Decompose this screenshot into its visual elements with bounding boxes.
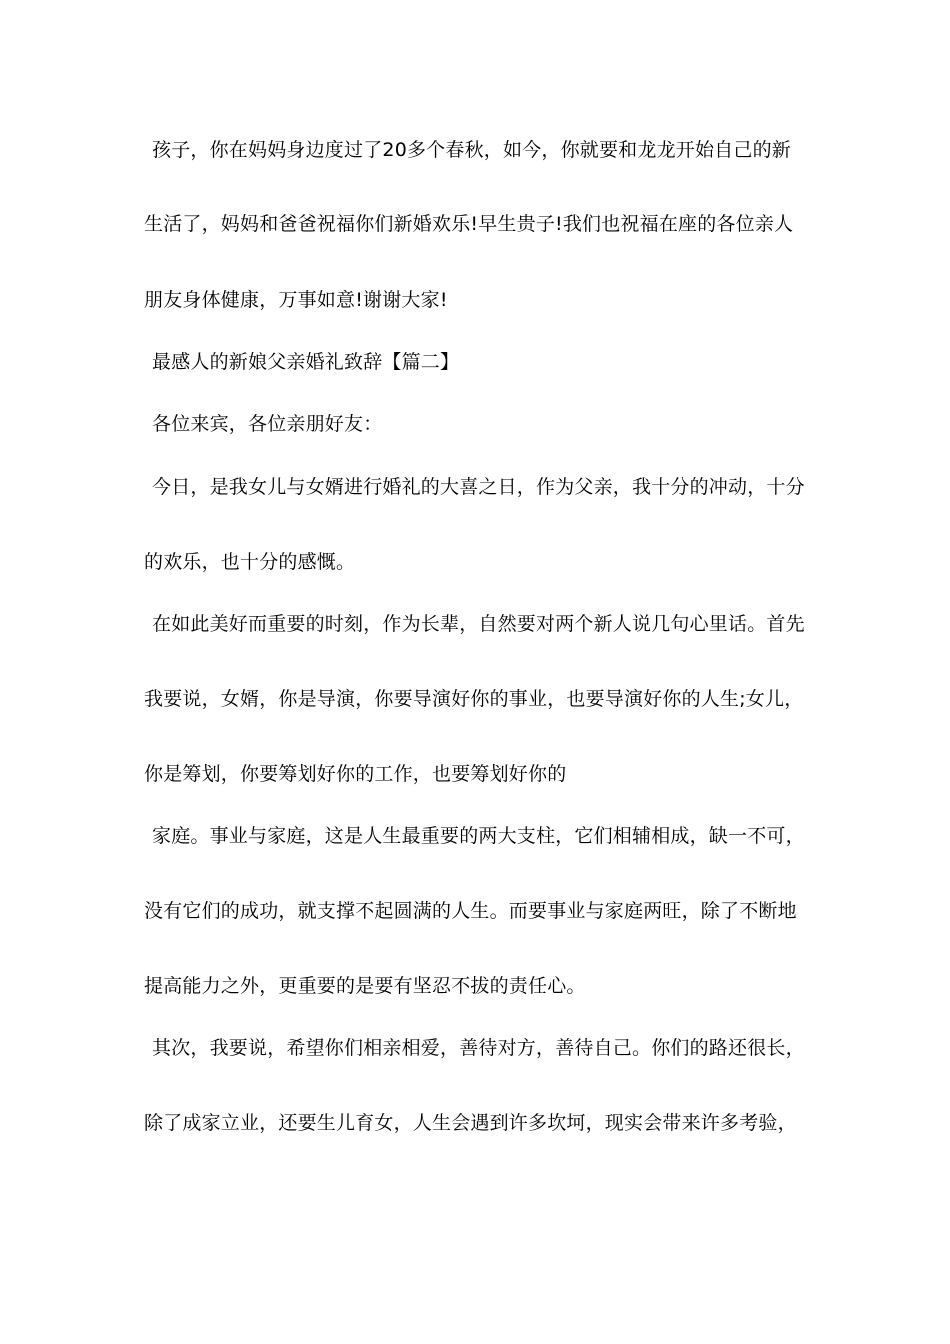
paragraph-line: 今日，是我女儿与女婿进行婚礼的大喜之日，作为父亲，我十分的冲动，十分 (152, 476, 805, 498)
paragraph-line: 家庭。事业与家庭，这是人生最重要的两大支柱，它们相辅相成，缺一不可， (152, 825, 805, 847)
paragraph-line: 没有它们的成功，就支撑不起圆满的人生。而要事业与家庭两旺，除了不断地 (144, 900, 797, 922)
paragraph-line: 除了成家立业，还要生儿育女，人生会遇到许多坎坷，现实会带来许多考验， (144, 1112, 797, 1134)
paragraph-line: 提高能力之外，更重要的是要有坚忍不拔的责任心。 (144, 975, 586, 997)
paragraph-line: 孩子，你在妈妈身边度过了20多个春秋，如今，你就要和龙龙开始自己的新 (152, 139, 791, 161)
paragraph-line: 的欢乐，也十分的感慨。 (144, 551, 356, 573)
paragraph-line: 我要说，女婿，你是导演，你要导演好你的事业，也要导演好你的人生;女儿， (144, 688, 804, 710)
salutation: 各位来宾，各位亲朋好友： (152, 413, 383, 435)
paragraph-line: 你是筹划，你要筹划好你的工作，也要筹划好你的 (144, 763, 567, 785)
paragraph-line: 其次，我要说，希望你们相亲相爱，善待对方，善待自己。你们的路还很长， (152, 1037, 805, 1059)
paragraph-line: 在如此美好而重要的时刻，作为长辈，自然要对两个新人说几句心里话。首先 (152, 613, 805, 635)
section-heading: 最感人的新娘父亲婚礼致辞【篇二】 (152, 351, 460, 373)
paragraph-line: 生活了，妈妈和爸爸祝福你们新婚欢乐!早生贵子!我们也祝福在座的各位亲人 (144, 213, 794, 235)
paragraph-line: 朋友身体健康，万事如意!谢谢大家! (144, 289, 448, 311)
